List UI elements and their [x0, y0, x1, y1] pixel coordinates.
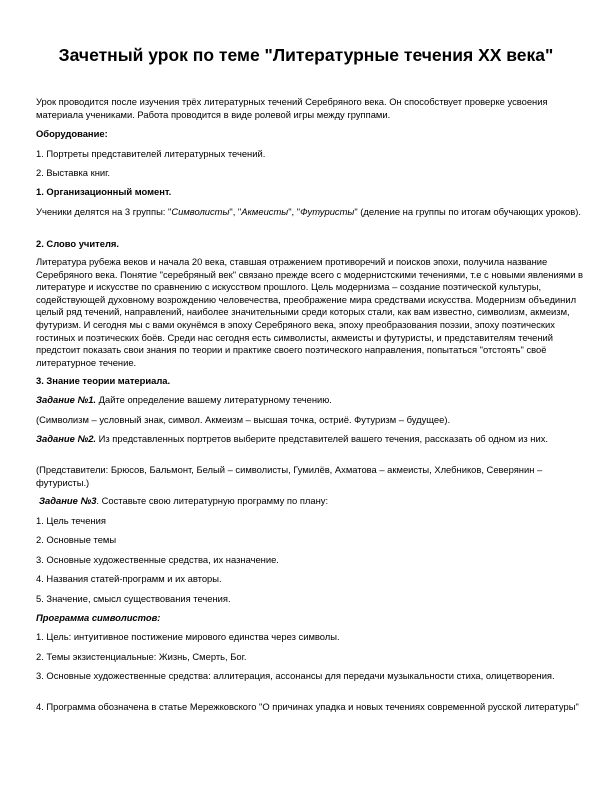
equipment-item: 1. Портреты представителей литературных течений.	[36, 148, 266, 159]
task-1	[36, 394, 584, 407]
plan-item: 1. Цель течения	[36, 515, 106, 526]
task-2-answer: (Представители: Брюсов, Бальмонт, Белый – символисты, Гумилёв, Ахматова – акмеисты, Хлебников, Северянин – футуристы.)	[36, 464, 543, 488]
intro-paragraph: Урок проводится после изучения трёх литературных течений Серебряного века. Он способствует проверке усвоения материала учениками. Работа проводится в виде ролевой игры между группами.	[36, 96, 548, 120]
org-separator: ", "	[229, 206, 242, 217]
task-2-text: Из представленных портретов выберите представителей вашего течения, рассказать об одном из них.	[96, 433, 549, 444]
symbolists-item: 4. Программа обозначена в статье Мережковского "О причинах упадка и новых течениях современной русской литературы"	[36, 701, 579, 712]
symbolists-item: 1. Цель: интуитивное постижение мирового единства через символы.	[36, 631, 340, 642]
org-text-after: " (деление на группы по итогам обучающих уроков).	[354, 206, 581, 217]
equipment-heading: Оборудование:	[36, 128, 108, 139]
symbolists-item: 3. Основные художественные средства: аллитерация, ассонансы для передачи музыкальности стиха, олицетворения.	[36, 670, 555, 681]
group-acmeists: Акмеисты	[241, 206, 289, 217]
symbolists-heading: Программа символистов:	[36, 612, 161, 623]
teacher-paragraph: Литература рубежа веков и начала 20 века, ставшая отражением противоречий и поисков эпохи, получила название Серебряного века. Понятие "серебряный век" связано прежде всего с модернистскими течениями, т.е с новыми явлениями в литературе и искусстве по сравнению с искусством прошлого. Цель модернизма – создание поэтической культуры, содействующей духовному возрождению человечества, преображение мира средствами искусства. Модернизм объединил целый ряд течений, направлений, наиболее значительными среди которых стали, как вам известно, символизм, акмеизм, футуризм. И сегодня мы с вами окунёмся в эпоху Серебряного века, эпоху преобразования поэзии, эпоху поэтических гостиных и поэтических боёв. Среди нас сегодня есть символисты, акмеисты и футуристы, и представителям течений предстоит показать свои знания по теории и практике своего поэтического направления, попытаться "отстоять" своё литературное течение.	[36, 256, 584, 368]
org-separator: ", "	[288, 206, 301, 217]
group-futurists: Футуристы	[300, 206, 355, 217]
task-3-text: . Составьте свою литературную программу по плану:	[96, 495, 329, 506]
org-heading: 1. Организационный момент.	[36, 186, 172, 197]
teacher-heading: 2. Слово учителя.	[36, 238, 119, 249]
task-1-text: Дайте определение вашему литературному течению.	[96, 394, 332, 405]
task-3	[39, 495, 587, 508]
page-title: Зачетный урок по теме "Литературные течения XX века"	[58, 45, 554, 65]
task-1-label: Задание №1.	[36, 394, 97, 405]
plan-item: 2. Основные темы	[36, 534, 117, 545]
org-paragraph	[36, 206, 584, 219]
task-2	[36, 433, 584, 446]
org-text-before: Ученики делятся на 3 группы: "	[36, 206, 172, 217]
theory-heading: 3. Знание теории материала.	[36, 375, 171, 386]
task-1-answer: (Символизм – условный знак, символ. Акмеизм – высшая точка, остриё. Футуризм – будущее).	[36, 414, 451, 425]
plan-item: 5. Значение, смысл существования течения.	[36, 593, 231, 604]
plan-item: 3. Основные художественные средства, их назначение.	[36, 554, 279, 565]
equipment-item: 2. Выставка книг.	[36, 167, 111, 178]
task-2-label: Задание №2.	[36, 433, 97, 444]
symbolists-item: 2. Темы экзистенциальные: Жизнь, Смерть, Бог.	[36, 651, 247, 662]
group-symbolists: Символисты	[171, 206, 230, 217]
plan-item: 4. Названия статей-программ и их авторы.	[36, 573, 222, 584]
task-3-label: Задание №3	[39, 495, 97, 506]
